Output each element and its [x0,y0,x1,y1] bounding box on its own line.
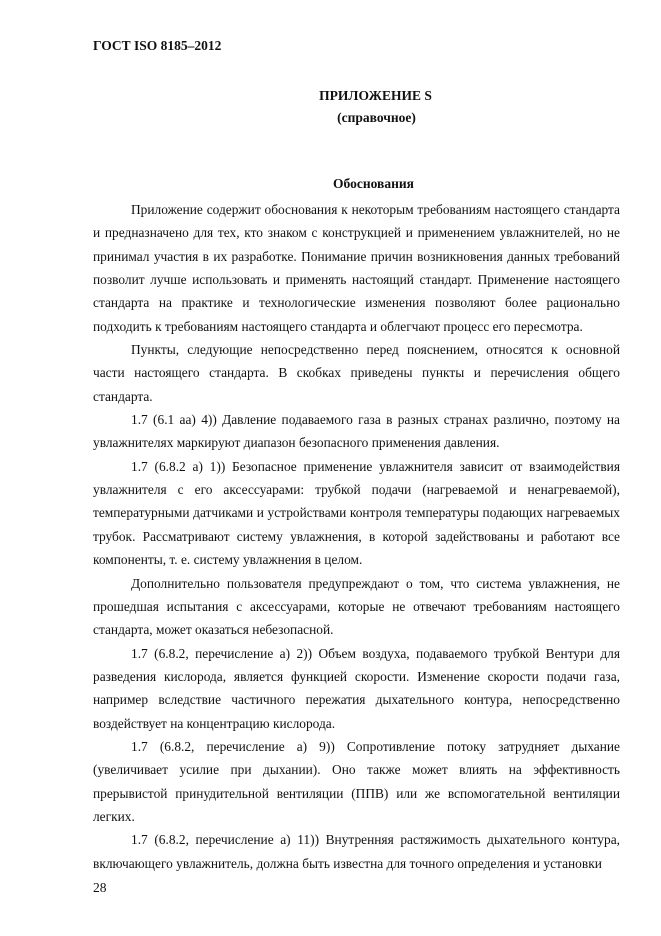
paragraph: Пункты, следующие непосредственно перед пояснением, относятся к основной части настоящего стандарта. В скобках приведены пункты и перечисления общего стандарта. [93,342,620,404]
paragraph: Дополнительно пользователя предупреждают о том, что система увлажнения, не прошедшая испытания с аксессуарами, которые не отвечают требованиям настоящего стандарта, может оказаться небезопасной. [93,575,620,638]
paragraph: 1.7 (6.1 аа) 4)) Давление подаваемого газа в разных странах различно, поэтому на увлажнителях маркируют диапазон безопасного применения давления. [93,412,620,451]
appendix-subtitle: (справочное) [337,110,416,125]
paragraph: Приложение содержит обоснования к некоторым требованиям настоящего стандарта и предназначено для тех, кто знаком с конструкцией и применением увлажнителей, но не принимал участия в их разработке. Понимание причин возникновения данных требований позволит лучше использовать и применять настоящий стандарт. Применение настоящего стандарта на практике и технологические изменения позволяют более рационально подходить к требованиям настоящего стандарта и облегчают процесс его пересмотра. [93,202,620,334]
section-title: Обоснования [333,176,414,191]
paragraph: 1.7 (6.8.2, перечисление а) 11)) Внутренняя растяжимость дыхательного контура, включающего увлажнитель, должна быть известна для точного определения и установки [93,832,620,871]
appendix-title: ПРИЛОЖЕНИЕ S [319,88,432,103]
paragraph: 1.7 (6.8.2, перечисление а) 2)) Объем воздуха, подаваемого трубкой Вентури для разведения кислорода, является функцией скорости. Изменение скорости подачи газа, например вследствие частичного пережатия дыхательного контура, непосредственно воздействует на концентрацию кислорода. [93,645,620,731]
document-body [93,198,620,875]
document-code: ГОСТ ISO 8185–2012 [93,38,222,53]
paragraph: 1.7 (6.8.2 а) 1)) Безопасное применение увлажнителя зависит от взаимодействия увлажнителя с его аксессуарами: трубкой подачи (нагреваемой и ненагреваемой), температурными датчиками и устройствами контроля температуры подающих нагреваемых трубок. Рассматривают систему увлажнения, в которой задействованы и работают все компоненты, т. е. систему увлажнения в целом. [93,458,620,568]
page-number: 28 [93,880,107,895]
paragraph: 1.7 (6.8.2, перечисление а) 9)) Сопротивление потоку затрудняет дыхание (увеличивает усилие при дыхании). Оно также может влиять на эффективность прерывистой принудительной вентиляции (ППВ) или же вспомогательной вентиляции легких. [93,738,620,824]
